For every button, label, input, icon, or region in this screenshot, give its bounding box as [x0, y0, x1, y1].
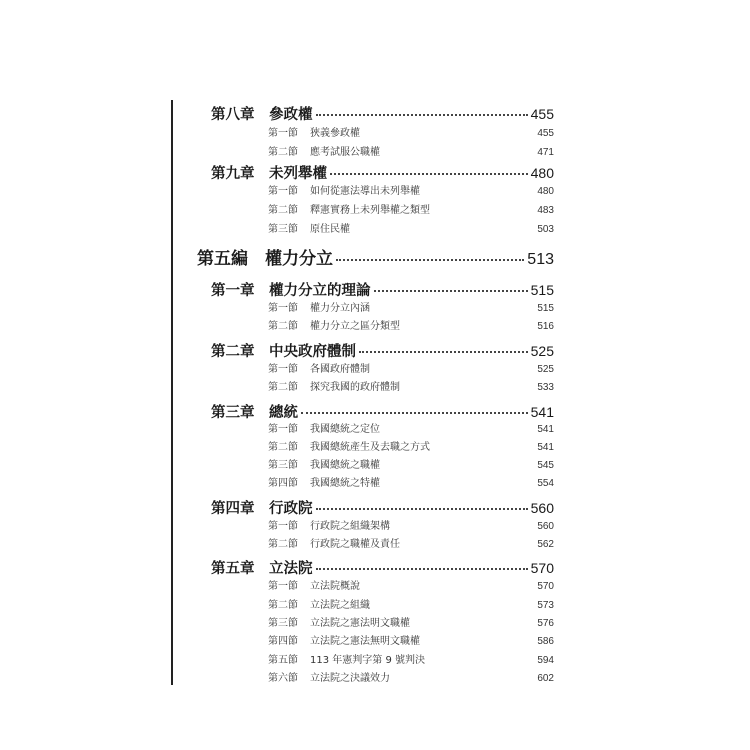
toc-page-number: 602 — [537, 673, 554, 684]
toc-page-number: 545 — [537, 460, 554, 471]
toc-chapter-row — [211, 401, 554, 422]
dot-leader — [336, 259, 524, 261]
toc-page-number: 554 — [537, 478, 554, 489]
toc-section-title: 立法院之憲法無明文職權 — [310, 636, 420, 647]
toc-chapter-number: 第九章 — [211, 166, 255, 182]
toc-section-title: 立法院概說 — [310, 581, 360, 592]
toc-section-title: 我國總統產生及去職之方式 — [310, 442, 430, 453]
toc-section-number: 第四節 — [268, 636, 298, 647]
toc-section-title: 應考試服公職權 — [310, 147, 380, 158]
toc-chapter-row — [211, 497, 554, 518]
toc-section-number: 第二節 — [268, 321, 298, 332]
toc-chapter-title: 權力分立的理論 — [269, 283, 371, 299]
toc-chapter-title: 總統 — [269, 405, 298, 421]
toc-section-title: 釋憲實務上未列舉權之類型 — [310, 205, 430, 216]
margin-rule — [171, 100, 173, 685]
toc-page-number: 480 — [537, 186, 554, 197]
toc-page-number: 533 — [537, 382, 554, 393]
toc-section-row — [268, 651, 554, 666]
toc-chapter-title: 未列舉權 — [269, 166, 327, 182]
toc-section-number: 第三節 — [268, 224, 298, 235]
toc-page-number: 594 — [537, 655, 554, 666]
toc-section-number: 第二節 — [268, 382, 298, 393]
toc-section-number: 第三節 — [268, 618, 298, 629]
toc-section-row — [268, 669, 554, 684]
toc-page-number: 586 — [537, 636, 554, 647]
toc-section-number: 第一節 — [268, 364, 298, 375]
toc-section-title: 原住民權 — [310, 224, 350, 235]
toc-section-number: 第四節 — [268, 478, 298, 489]
toc-section-title: 立法院之組織 — [310, 600, 370, 611]
toc-page-number: 455 — [530, 106, 554, 122]
toc-page-number: 560 — [537, 521, 554, 532]
toc-page-number: 455 — [537, 128, 554, 139]
toc-chapter-title: 行政院 — [269, 501, 313, 517]
toc-chapter-title: 立法院 — [269, 561, 313, 577]
toc-section-number: 第二節 — [268, 205, 298, 216]
toc-chapter-title: 中央政府體制 — [269, 344, 356, 360]
toc-section-row — [268, 182, 554, 197]
toc-page-number: 541 — [537, 424, 554, 435]
toc-section-row — [268, 143, 554, 158]
toc-chapter-number: 第三章 — [211, 405, 255, 421]
toc-section-title: 我國總統之職權 — [310, 460, 380, 471]
toc-page-number: 573 — [537, 600, 554, 611]
toc-section-row — [268, 317, 554, 332]
toc-section-number: 第一節 — [268, 303, 298, 314]
toc-section-number: 第一節 — [268, 186, 298, 197]
toc-section-row — [268, 614, 554, 629]
toc-section-row — [268, 201, 554, 216]
toc-section-row — [268, 124, 554, 139]
toc-section-title: 我國總統之定位 — [310, 424, 380, 435]
toc-section-title: 行政院之職權及責任 — [310, 539, 400, 550]
toc-section-row — [268, 456, 554, 471]
toc-section-title: 探究我國的政府體制 — [310, 382, 400, 393]
toc-section-row — [268, 535, 554, 550]
toc-section-row — [268, 438, 554, 453]
toc-chapter-number: 第一章 — [211, 283, 255, 299]
toc-section-number: 第二節 — [268, 442, 298, 453]
toc-section-title: 各國政府體制 — [310, 364, 370, 375]
toc-page-number: 541 — [537, 442, 554, 453]
dot-leader — [374, 290, 528, 292]
toc-section-row — [268, 474, 554, 489]
toc-chapter-row — [211, 162, 554, 183]
toc-section-row — [268, 632, 554, 647]
toc-chapter-title: 參政權 — [269, 107, 313, 123]
dot-leader — [316, 114, 528, 116]
toc-page-number: 471 — [537, 147, 554, 158]
dot-leader — [316, 508, 528, 510]
toc-section-title: 113 年憲判字第 9 號判決 — [310, 655, 425, 666]
toc-page-number: 525 — [530, 343, 554, 359]
toc-section-number: 第三節 — [268, 460, 298, 471]
toc-page-number: 515 — [537, 303, 554, 314]
toc-part-title: 權力分立 — [265, 249, 333, 269]
toc-part-row — [197, 244, 554, 269]
toc-page-number: 560 — [530, 500, 554, 516]
toc-section-number: 第二節 — [268, 147, 298, 158]
dot-leader — [301, 412, 528, 414]
toc-page-number: 516 — [537, 321, 554, 332]
toc-section-title: 權力分立內涵 — [310, 303, 370, 314]
toc-chapter-number: 第八章 — [211, 107, 255, 123]
toc-page-number: 483 — [537, 205, 554, 216]
toc-page-number: 570 — [537, 581, 554, 592]
toc-section-number: 第一節 — [268, 424, 298, 435]
toc-chapter-row — [211, 557, 554, 578]
toc-section-row — [268, 420, 554, 435]
toc-page-number: 570 — [530, 560, 554, 576]
toc-section-title: 權力分立之區分類型 — [310, 321, 400, 332]
toc-chapter-row — [211, 279, 554, 300]
toc-section-title: 立法院之決議效力 — [310, 673, 390, 684]
toc-section-title: 我國總統之特權 — [310, 478, 380, 489]
dot-leader — [330, 173, 528, 175]
toc-page-number: 513 — [527, 251, 554, 268]
toc-section-number: 第一節 — [268, 128, 298, 139]
dot-leader — [316, 568, 528, 570]
toc-chapter-number: 第五章 — [211, 561, 255, 577]
toc-section-title: 立法院之憲法明文職權 — [310, 618, 410, 629]
toc-chapter-number: 第四章 — [211, 501, 255, 517]
toc-page-number: 576 — [537, 618, 554, 629]
toc-section-row — [268, 577, 554, 592]
toc-section-number: 第二節 — [268, 600, 298, 611]
toc-section-title: 如何從憲法導出未列舉權 — [310, 186, 420, 197]
dot-leader — [359, 351, 528, 353]
toc-page-number: 525 — [537, 364, 554, 375]
toc-section-row — [268, 517, 554, 532]
toc-page-number: 515 — [530, 282, 554, 298]
toc-page-number: 541 — [530, 404, 554, 420]
toc-section-row — [268, 360, 554, 375]
toc-section-number: 第五節 — [268, 655, 298, 666]
toc-section-number: 第二節 — [268, 539, 298, 550]
toc-chapter-number: 第二章 — [211, 344, 255, 360]
toc-page-number: 480 — [530, 165, 554, 181]
toc-section-number: 第一節 — [268, 581, 298, 592]
toc-page-number: 503 — [537, 224, 554, 235]
toc-section-title: 行政院之組織架構 — [310, 521, 390, 532]
toc-section-number: 第六節 — [268, 673, 298, 684]
toc-chapter-row — [211, 103, 554, 124]
toc-page-number: 562 — [537, 539, 554, 550]
toc-section-number: 第一節 — [268, 521, 298, 532]
toc-section-row — [268, 299, 554, 314]
toc-section-title: 狹義參政權 — [310, 128, 360, 139]
toc-chapter-row — [211, 340, 554, 361]
toc-section-row — [268, 220, 554, 235]
toc-section-row — [268, 378, 554, 393]
toc-part-number: 第五編 — [197, 249, 248, 269]
toc-section-row — [268, 596, 554, 611]
